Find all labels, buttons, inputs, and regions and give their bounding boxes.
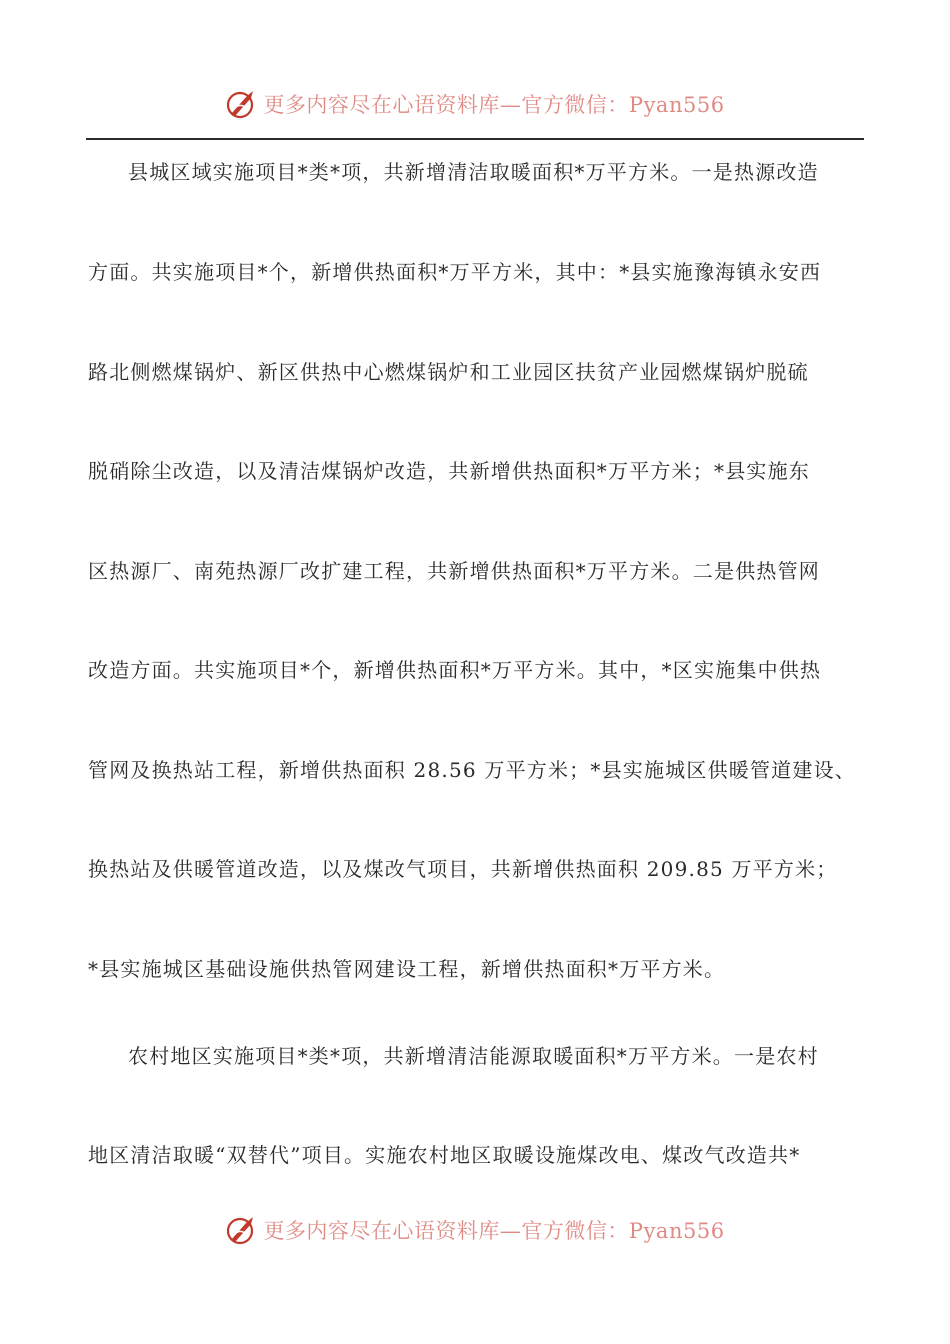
footer-watermark: [0, 1210, 950, 1250]
paragraph-line: 路北侧燃煤锅炉、新区供热中心燃煤锅炉和工业园区扶贫产业园燃煤锅炉脱硫: [88, 360, 809, 384]
paragraph-line: 方面。共实施项目*个，新增供热面积*万平方米，其中：*县实施豫海镇永安西: [88, 260, 822, 284]
header-divider: [86, 138, 864, 140]
paragraph-line: 农村地区实施项目*类*项，共新增清洁能源取暖面积*万平方米。一是农村: [128, 1044, 819, 1068]
paragraph-line: 管网及换热站工程，新增供热面积 28.56 万平方米；*县实施城区供暖管道建设、: [88, 758, 856, 782]
paragraph-line: 脱硝除尘改造，以及清洁煤锅炉改造，共新增供热面积*万平方米；*县实施东: [88, 459, 810, 483]
paragraph-line: 换热站及供暖管道改造，以及煤改气项目，共新增供热面积 209.85 万平方米；: [88, 857, 838, 881]
paragraph-line: 区热源厂、南苑热源厂改扩建工程，共新增供热面积*万平方米。二是供热管网: [88, 559, 820, 583]
pen-nib-icon: [225, 1213, 259, 1247]
footer-watermark-text: 更多内容尽在心语资料库—官方微信：Pyan556: [263, 1219, 725, 1243]
paragraph-line: 地区清洁取暖“双替代”项目。实施农村地区取暖设施煤改电、煤改气改造共*: [88, 1143, 801, 1167]
paragraph-line: 改造方面。共实施项目*个，新增供热面积*万平方米。其中，*区实施集中供热: [88, 658, 822, 682]
header-watermark: [0, 84, 950, 124]
pen-nib-icon: [225, 87, 259, 121]
paragraph-line: 县城区域实施项目*类*项，共新增清洁取暖面积*万平方米。一是热源改造: [128, 160, 819, 184]
header-watermark-text: 更多内容尽在心语资料库—官方微信：Pyan556: [263, 93, 725, 117]
paragraph-line: *县实施城区基础设施供热管网建设工程，新增供热面积*万平方米。: [88, 957, 726, 981]
